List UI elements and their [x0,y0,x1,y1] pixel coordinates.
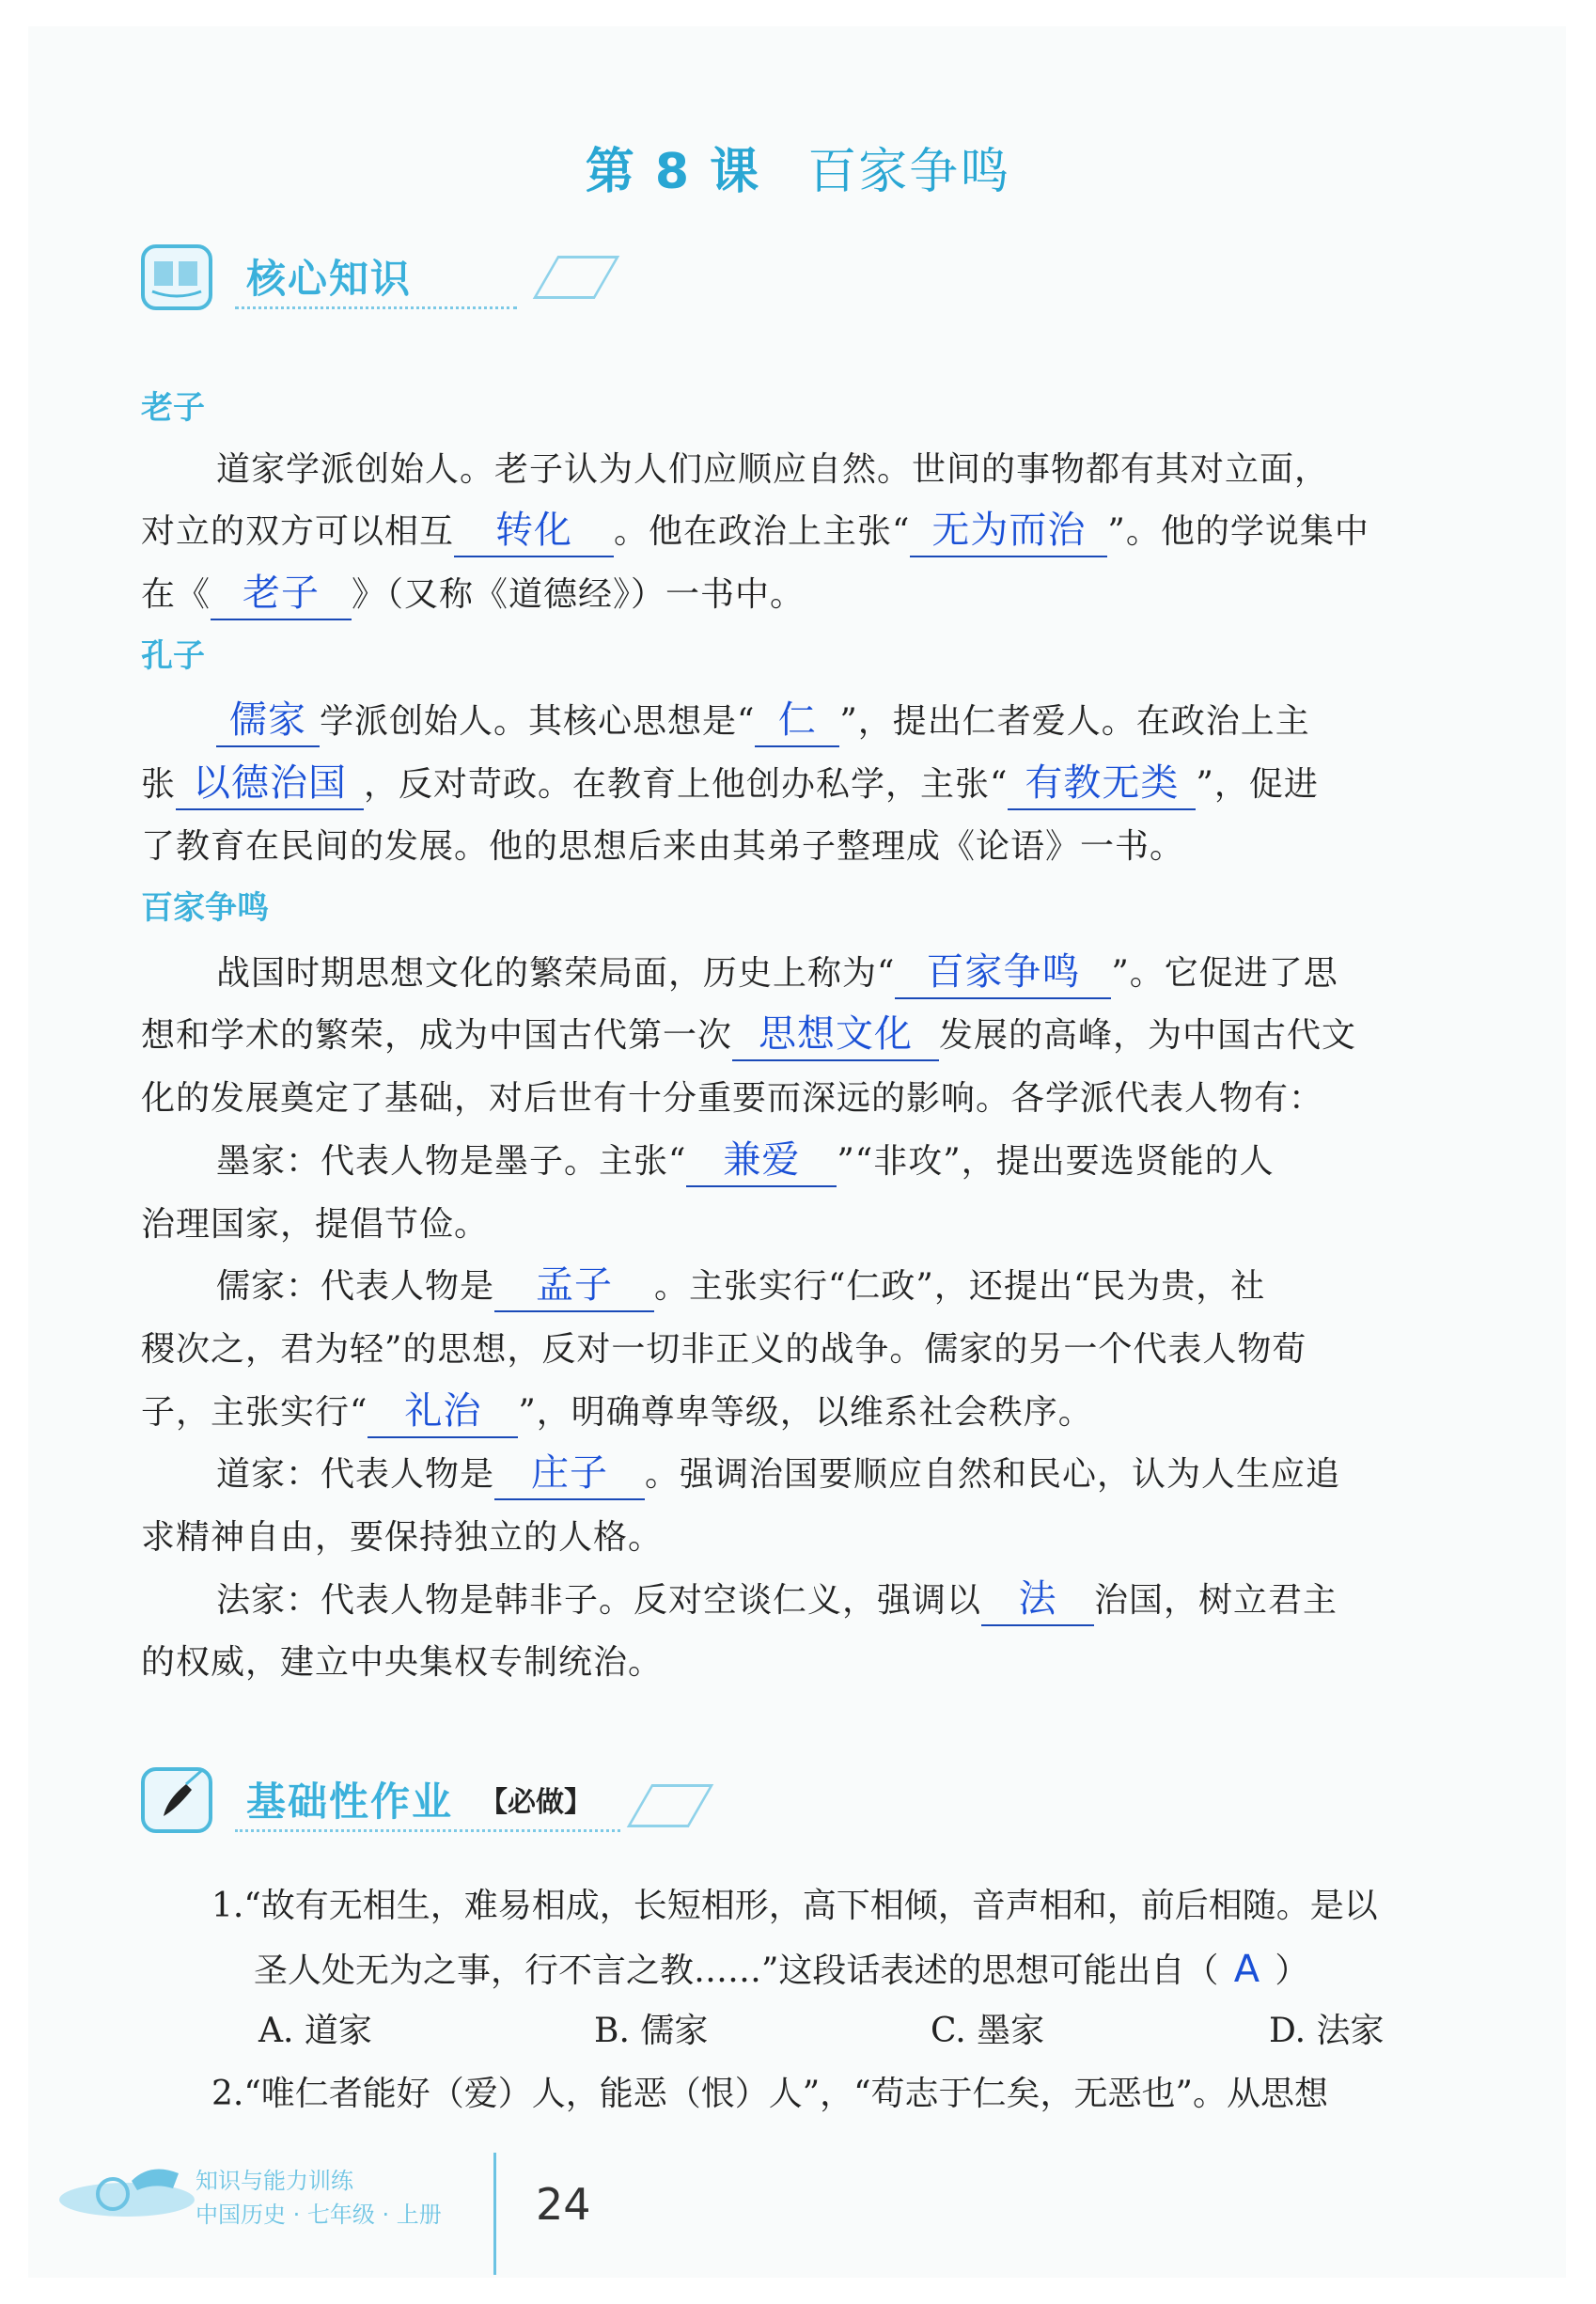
text-line: 儒家 学派创始人。其核心思想是“ 仁 ”，提出仁者爱人。在政治上主 [216,691,1541,753]
decoration-icon [627,1784,714,1827]
book-icon [141,244,212,310]
text-line: 求精神自由，要保持独立的人格。 [141,1518,664,1557]
text-line: 子，主张实行“ 礼治 ”，明确尊卑等级，以维系社会秩序。 [141,1382,1466,1444]
text-line: 治理国家，提倡节俭。 [141,1205,490,1244]
fill-blank[interactable]: 无为而治 [910,505,1107,557]
question-1-line: 圣人处无为之事，行不言之教……”这段话表述的思想可能出自（ A ） [254,1938,1513,2002]
question-1-line: 1.“故有无相生，难易相成，长短相形，高下相倾，音声相和，前后相随。是以 [211,1887,1378,1925]
section-underline [235,1829,620,1832]
lesson-number: 第 8 课 [585,144,761,200]
book-name: 中国历史 · 七年级 · 上册 [196,2202,442,2228]
fill-blank[interactable]: 庄子 [494,1448,645,1500]
question-2-line: 2.“唯仁者能好（爱）人，能恶（恨）人”，“苟志于仁矣，无恶也”。从思想 [211,2075,1328,2113]
required-label: 【必做】 [479,1786,592,1819]
fill-blank[interactable]: 老子 [211,568,352,620]
fill-blank[interactable]: 思想文化 [732,1009,939,1061]
option-b[interactable]: B. 儒家 [594,2012,709,2050]
text-line: 想和学术的繁荣，成为中国古代第一次 思想文化 发展的高峰，为中国古代文 [141,1005,1466,1067]
fill-blank[interactable]: 仁 [755,695,839,747]
text-line: 了教育在民间的发展。他的思想后来由其弟子整理成《论语》一书。 [141,827,1185,866]
fill-blank[interactable]: 礼治 [368,1386,518,1438]
fill-blank[interactable]: 有教无类 [1008,758,1196,810]
text-line: 对立的双方可以相互 转化 。他在政治上主张“ 无为而治 ”。他的学说集中 [141,501,1466,563]
brush-icon [141,1767,212,1833]
fill-blank[interactable]: 以德治国 [176,758,364,810]
answer-mark[interactable]: A [1233,1948,1260,1991]
fill-blank[interactable]: 法 [981,1574,1094,1626]
text-line: 化的发展奠定了基础，对后世有十分重要而深远的影响。各学派代表人物有： [141,1079,1324,1118]
fill-blank[interactable]: 兼爱 [686,1135,837,1187]
lesson-name: 百家争鸣 [807,144,1011,200]
text-line: 道家：代表人物是 庄子 。强调治国要顺应自然和民心，认为人生应追 [216,1444,1541,1506]
text-line: 稷次之，君为轻”的思想，反对一切非正义的战争。儒家的另一个代表人物荀 [141,1330,1307,1369]
heading-kongzi: 孔子 [141,637,205,675]
option-c[interactable]: C. 墨家 [931,2012,1045,2050]
lesson-title [0,132,1596,202]
fill-blank[interactable]: 儒家 [216,695,320,747]
footer-divider [493,2153,496,2275]
section-underline [235,306,517,309]
text-line: 儒家：代表人物是 孟子 。主张实行“仁政”，还提出“民为贵，社 [216,1256,1541,1318]
text-line: 墨家：代表人物是墨子。主张“ 兼爱 ”“非攻”，提出要选贤能的人 [216,1131,1541,1193]
text-line: 在《 老子 》（又称《道德经》）一书中。 [141,564,1466,626]
heading-laozi: 老子 [141,389,205,427]
text-line: 法家：代表人物是韩非子。反对空谈仁义，强调以 法 治国，树立君主 [216,1570,1541,1632]
option-d[interactable]: D. 法家 [1269,2012,1385,2050]
heading-baijia: 百家争鸣 [141,889,269,927]
section-core-knowledge-header [141,235,611,320]
fill-blank[interactable]: 转化 [454,505,614,557]
text-line: 道家学派创始人。老子认为人们应顺应自然。世间的事物都有其对立面， [216,450,1330,489]
series-name: 知识与能力训练 [196,2168,353,2194]
option-a[interactable]: A. 道家 [258,2012,372,2050]
chariot-logo-icon [56,2153,197,2218]
text-line: 的权威，建立中央集权专制统治。 [141,1643,664,1682]
fill-blank[interactable]: 百家争鸣 [895,947,1111,999]
section-homework-header [141,1758,705,1842]
text-line: 战国时期思想文化的繁荣局面，历史上称为“ 百家争鸣 ”。它促进了思 [216,943,1541,1005]
section-title: 基础性作业 [246,1779,454,1825]
section-title: 核心知识 [246,256,413,302]
fill-blank[interactable]: 孟子 [494,1260,654,1312]
decoration-icon [533,256,620,299]
page-number: 24 [536,2179,591,2230]
text-line: 张 以德治国 ，反对苛政。在教育上他创办私学，主张“ 有教无类 ”，促进 [141,754,1466,816]
